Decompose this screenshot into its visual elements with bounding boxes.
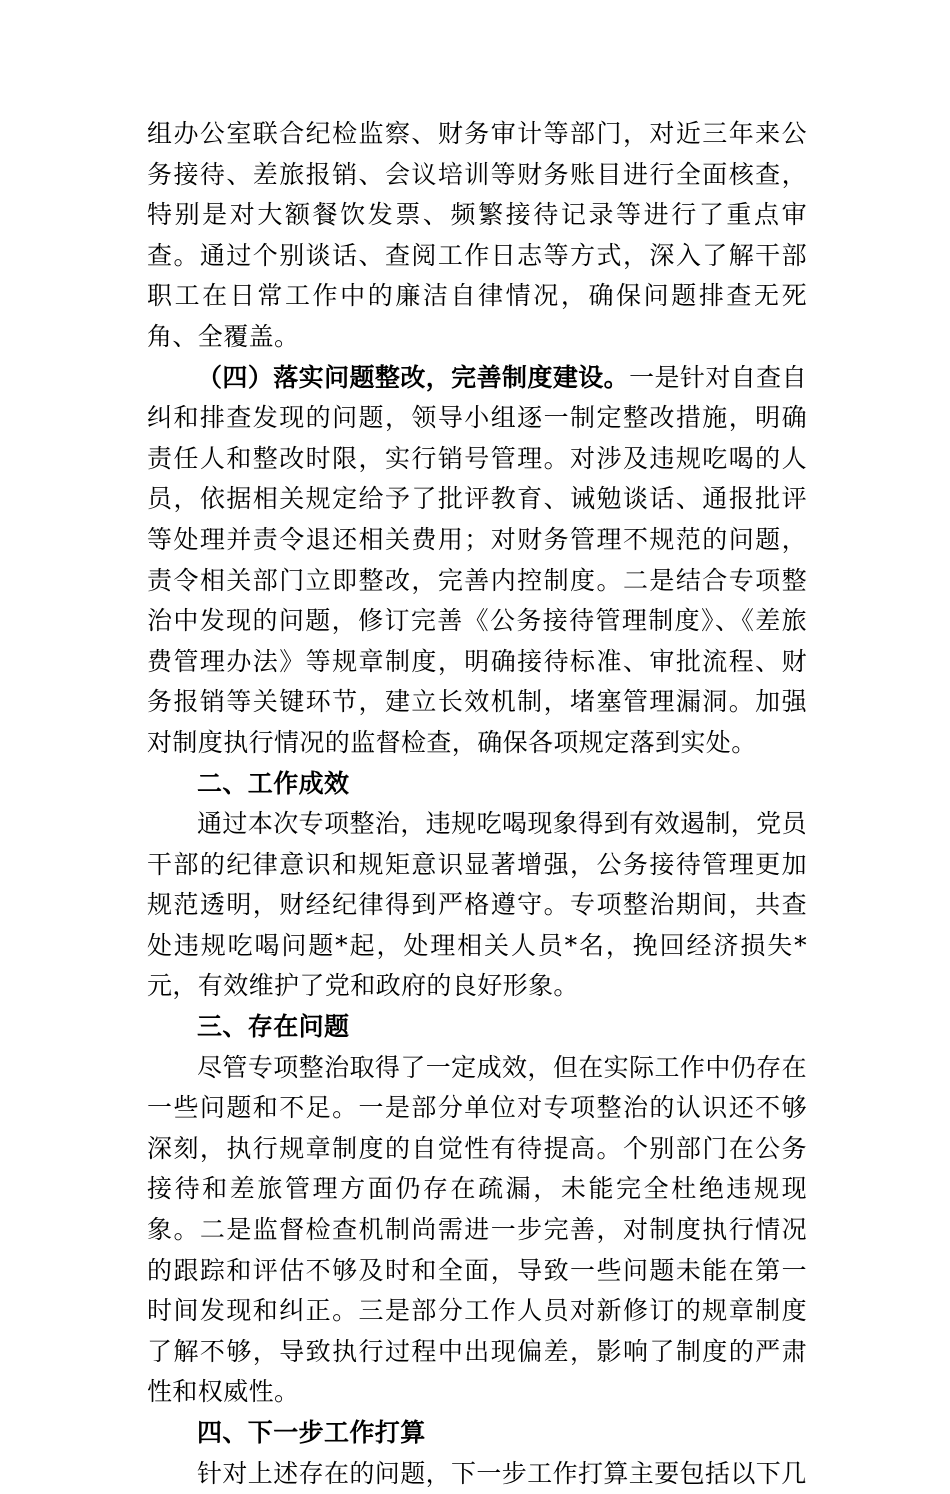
paragraph-problems: 尽管专项整治取得了一定成效，但在实际工作中仍存在一些问题和不足。一是部分单位对专项整治的认识还不够深刻，执行规章制度的自觉性有待提高。个别部门在公务接待和差旅管理方面仍存在疏漏，未能完全杜绝违规现象。二是监督检查机制尚需进一步完善，对制度执行情况的跟踪和评估不够及时和全面，导致一些问题未能在第一时间发现和纠正。三是部分工作人员对新修订的规章制度了解不够，导致执行过程中出现偏差，影响了制度的严肃性和权威性。 [147,1052,807,1407]
paragraph-rectification-body: 一是针对自查自纠和排查发现的问题，领导小组逐一制定整改措施，明确责任人和整改时限，实行销号管理。对涉及违规吃喝的人员，依据相关规定给予了批评教育、诫勉谈话、通报批评等处理并责令退还相关费用；对财务管理不规范的问题，责令相关部门立即整改，完善内控制度。二是结合专项整治中发现的问题，修订完善《公务接待管理制度》、《差旅费管理办法》等规章制度，明确接待标准、审批流程、财务报销等关键环节，建立长效机制，堵塞管理漏洞。加强对制度执行情况的监督检查，确保各项规定落到实处。 [147,362,807,757]
paragraph-rectification-lead: （四）落实问题整改，完善制度建设。 [197,362,630,392]
section-heading-results: 二、工作成效 [197,768,350,798]
section-heading-problems: 三、存在问题 [197,1012,350,1042]
section-heading-next-steps: 四、下一步工作打算 [197,1418,426,1447]
paragraph-audit-continuation: 组办公室联合纪检监察、财务审计等部门，对近三年来公务接待、差旅报销、会议培训等财务账目进行全面核查，特别是对大额餐饮发票、频繁接待记录等进行了重点审查。通过个别谈话、查阅工作日志等方式，深入了解干部职工在日常工作中的廉洁自律情况，确保问题排查无死角、全覆盖。 [147,119,807,351]
paragraph-results: 通过本次专项整治，违规吃喝现象得到有效遏制，党员干部的纪律意识和规矩意识显著增强，公务接待管理更加规范透明，财经纪律得到严格遵守。专项整治期间，共查处违规吃喝问题*起，处理相关人员*名，挽回经济损失*元，有效维护了党和政府的良好形象。 [147,809,807,1001]
paragraph-next-steps: 针对上述存在的问题，下一步工作打算主要包括以下几 [197,1458,807,1488]
paragraph-rectification [147,358,807,764]
document-body [147,114,807,1494]
